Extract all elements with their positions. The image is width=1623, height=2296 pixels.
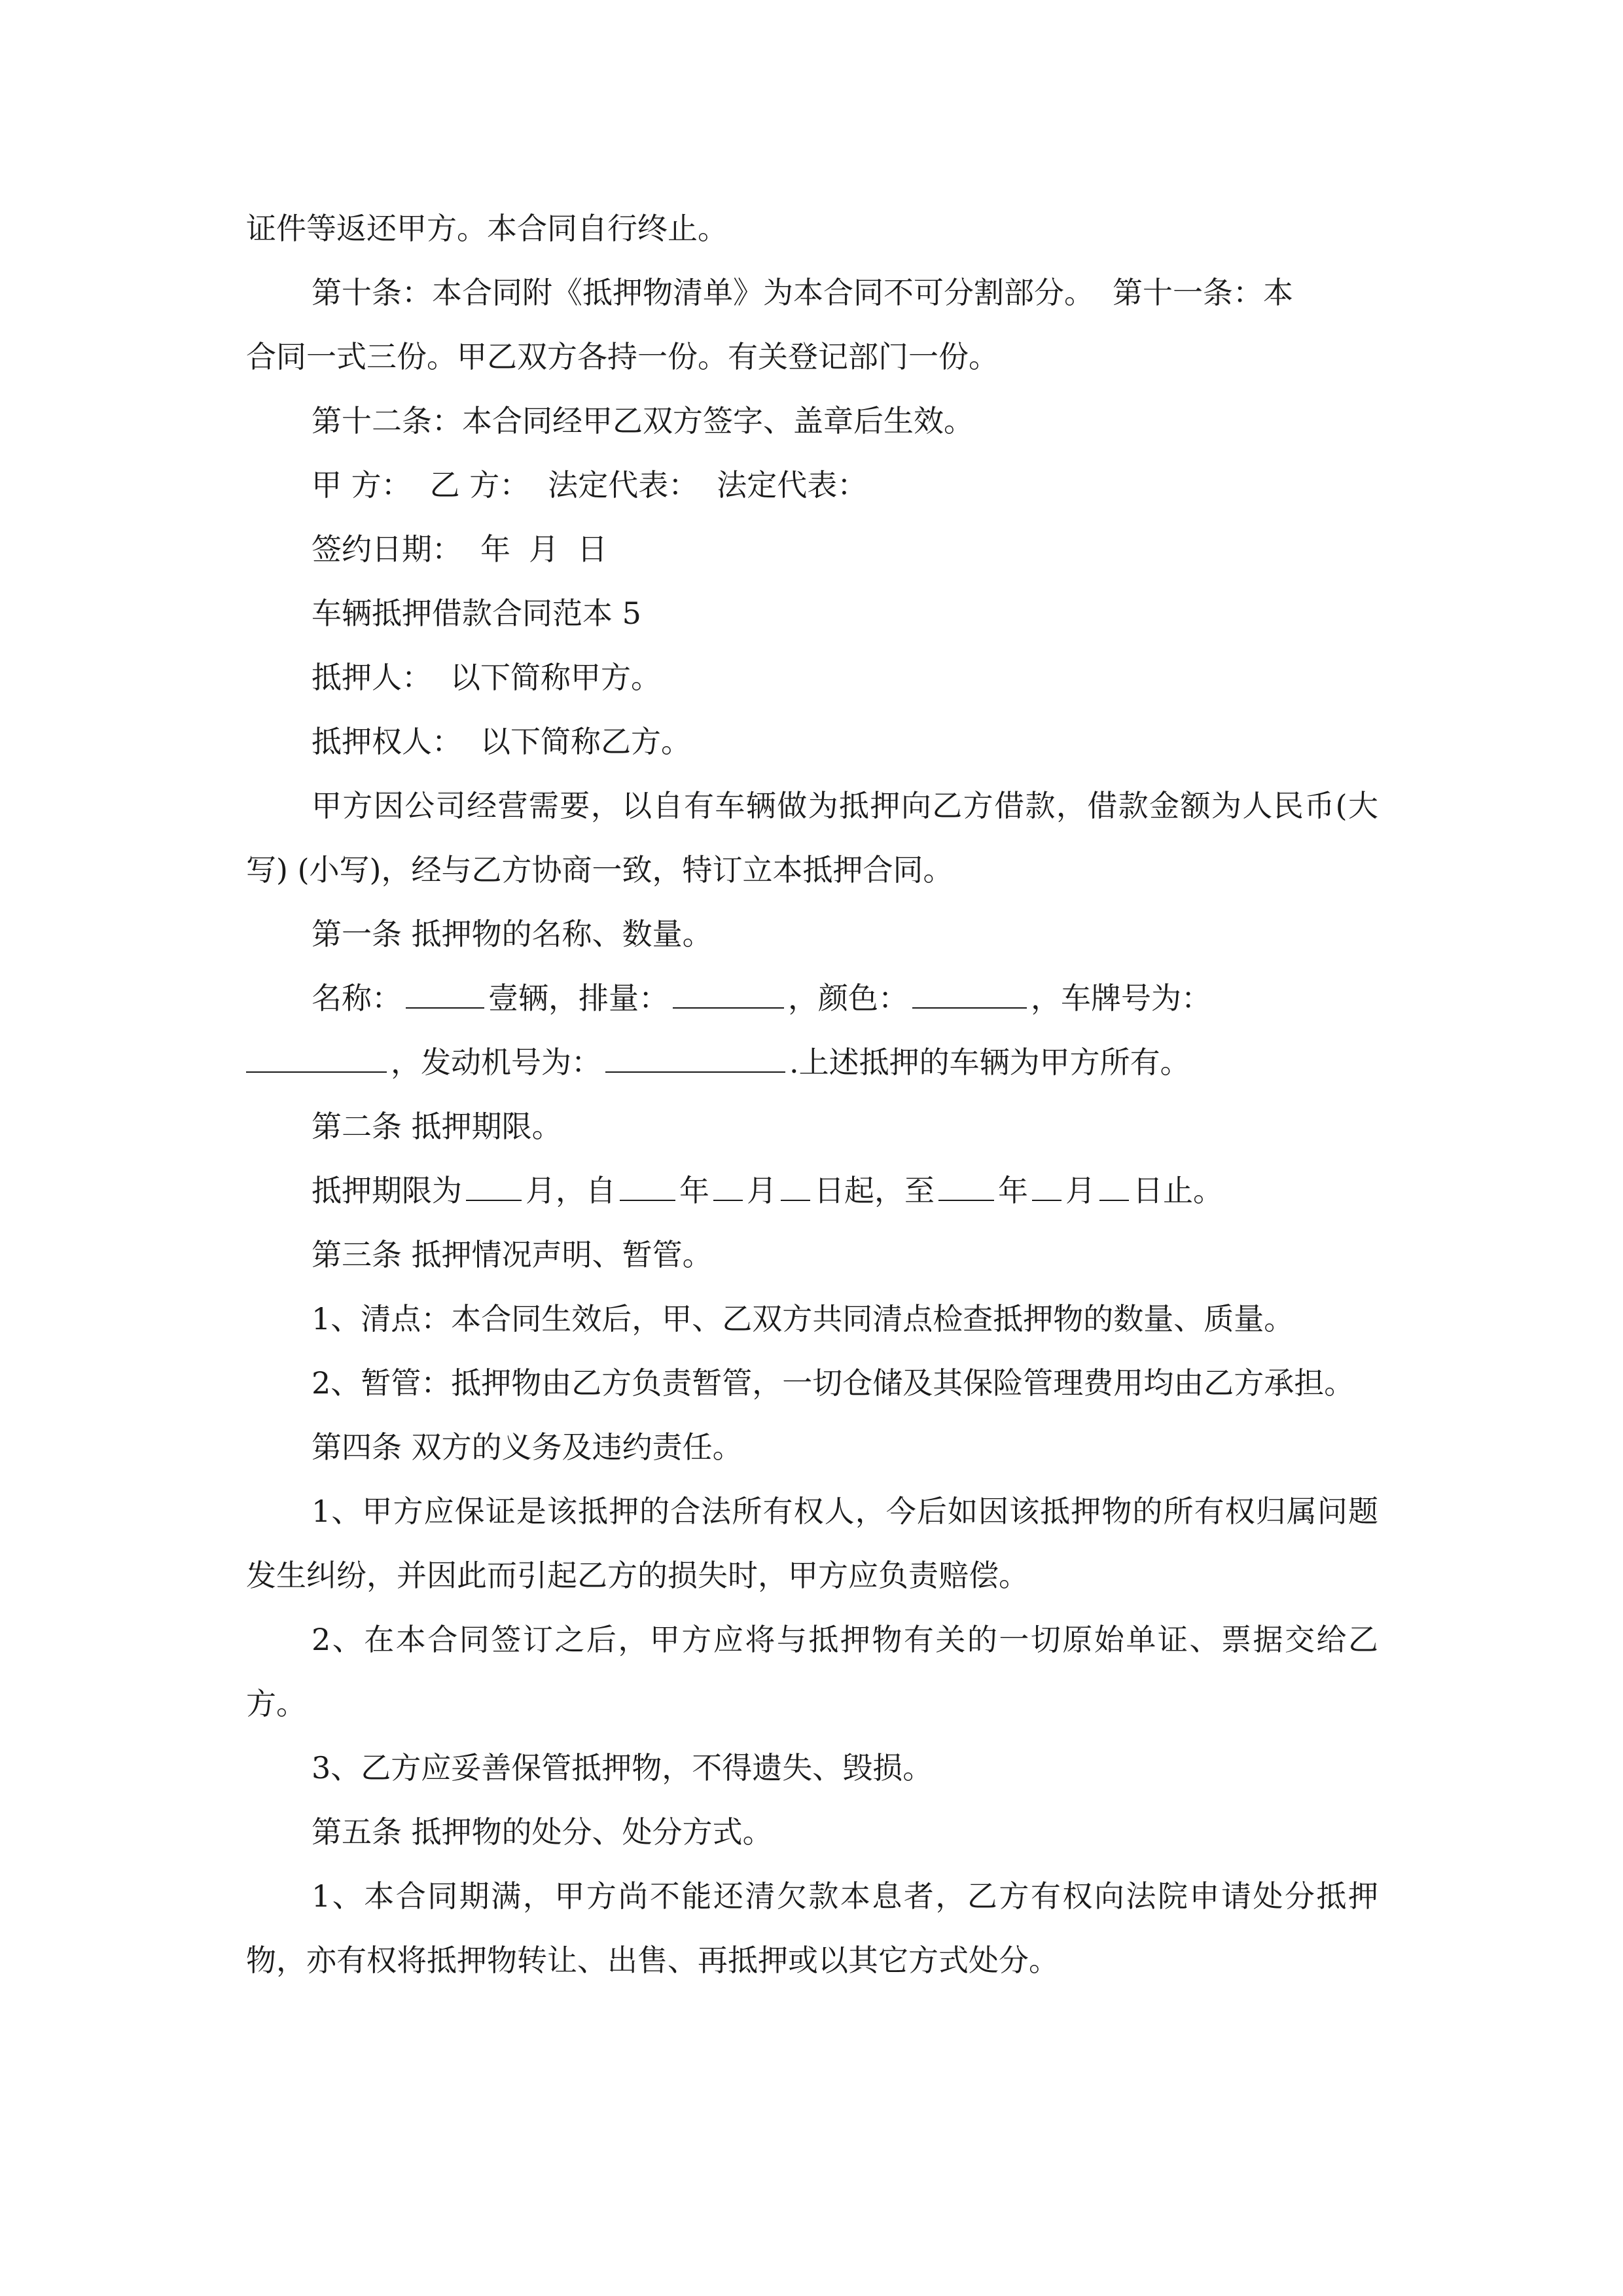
paragraph-copies: 合同一式三份。甲乙双方各持一份。有关登记部门一份。	[246, 339, 999, 374]
end-day-blank	[1099, 1174, 1129, 1201]
article-5-heading: 第五条 抵押物的处分、处分方式。	[312, 1814, 773, 1850]
document-body	[246, 196, 1378, 1992]
vehicle-name-label: 名称：	[312, 980, 402, 1016]
end-day-label: 日止。	[1133, 1173, 1223, 1208]
vehicle-qty-label: 壹辆，排量：	[488, 980, 669, 1016]
vehicle-plate-label: ，车牌号为：	[1031, 980, 1211, 1016]
vehicle-ownership-text: .上述抵押的车辆为甲方所有。	[789, 1045, 1190, 1080]
paragraph-return-documents: 证件等返还甲方。本合同自行终止。	[246, 211, 728, 246]
article-4-item-3: 3、乙方应妥善保管抵押物，不得遗失、毁损。	[312, 1750, 933, 1785]
article-4-item-2: 2、在本合同签订之后，甲方应将与抵押物有关的一切原始单证、票据交给乙方。	[246, 1622, 1378, 1721]
start-year-label: 年	[679, 1173, 709, 1208]
mortgagor-note: 以下简称甲方。	[450, 660, 661, 695]
article-3-item-2: 2、暂管：抵押物由乙方负责暂管，一切仓储及其保险管理费用均由乙方承担。	[312, 1365, 1355, 1401]
color-blank	[912, 981, 1027, 1009]
article-4-heading: 第四条 双方的义务及违约责任。	[312, 1429, 743, 1465]
term-label: 抵押期限为	[312, 1173, 462, 1208]
signature-line	[246, 453, 1378, 517]
engine-number-blank	[605, 1045, 785, 1073]
term-to-label: 日起，至	[814, 1173, 935, 1208]
vehicle-name-blank	[406, 981, 484, 1009]
plate-blank	[246, 1045, 387, 1073]
engine-number-label: ，发动机号为：	[391, 1045, 601, 1080]
paragraph-article-12: 第十二条：本合同经甲乙双方签字、盖章后生效。	[312, 403, 974, 439]
start-day-blank	[781, 1174, 810, 1201]
end-year-blank	[938, 1174, 994, 1201]
party-a-label: 甲 方：	[312, 467, 412, 503]
article-1-vehicle-details	[246, 966, 1378, 1094]
end-year-label: 年	[998, 1173, 1028, 1208]
article-11-text: 第十一条：本	[1113, 275, 1293, 310]
article-4-item-1: 1、甲方应保证是该抵押的合法所有权人，今后如因该抵押物的所有权归属问题发生纠纷，并因此而引起乙方的损失时，甲方应负责赔偿。	[246, 1494, 1378, 1593]
article-5-item-1: 1、本合同期满，甲方尚不能还清欠款本息者，乙方有权向法院申请处分抵押物，亦有权将抵押物转让、出售、再抵押或以其它方式处分。	[246, 1878, 1378, 1978]
article-3-heading: 第三条 抵押情况声明、暂管。	[312, 1237, 713, 1272]
article-2-term	[246, 1158, 1378, 1223]
term-from-label: 月，自	[526, 1173, 616, 1208]
date-month: 月	[529, 531, 559, 567]
mortgagor-label: 抵押人：	[312, 660, 432, 695]
rep-b-label: 法定代表：	[717, 467, 868, 503]
mortgagee-line	[246, 709, 1378, 774]
rep-a-label: 法定代表：	[548, 467, 699, 503]
mortgagee-label: 抵押权人：	[312, 724, 462, 759]
section-title: 车辆抵押借款合同范本 5	[312, 596, 641, 631]
paragraph-article-10-11	[246, 260, 1378, 325]
displacement-blank	[673, 981, 784, 1009]
paragraph-intro: 甲方因公司经营需要，以自有车辆做为抵押向乙方借款，借款金额为人民币(大写) (小写)，经与乙方协商一致，特订立本抵押合同。	[246, 788, 1378, 888]
start-year-blank	[620, 1174, 675, 1201]
party-b-label: 乙 方：	[429, 467, 530, 503]
start-month-label: 月	[747, 1173, 777, 1208]
signing-date-line	[246, 517, 1378, 581]
term-months-blank	[466, 1174, 522, 1201]
article-2-heading: 第二条 抵押期限。	[312, 1109, 562, 1144]
article-10-text: 第十条：本合同附《抵押物清单》为本合同不可分割部分。	[312, 275, 1094, 310]
start-month-blank	[713, 1174, 743, 1201]
article-1-heading: 第一条 抵押物的名称、数量。	[312, 916, 713, 952]
signing-date-label: 签约日期：	[312, 531, 462, 567]
mortgagee-note: 以下简称乙方。	[480, 724, 691, 759]
date-year: 年	[480, 531, 510, 567]
end-month-label: 月	[1065, 1173, 1096, 1208]
vehicle-color-label: ，颜色：	[788, 980, 908, 1016]
article-3-item-1: 1、清点：本合同生效后，甲、乙双方共同清点检查抵押物的数量、质量。	[312, 1301, 1294, 1336]
mortgagor-line	[246, 645, 1378, 709]
date-day: 日	[577, 531, 607, 567]
end-month-blank	[1032, 1174, 1061, 1201]
